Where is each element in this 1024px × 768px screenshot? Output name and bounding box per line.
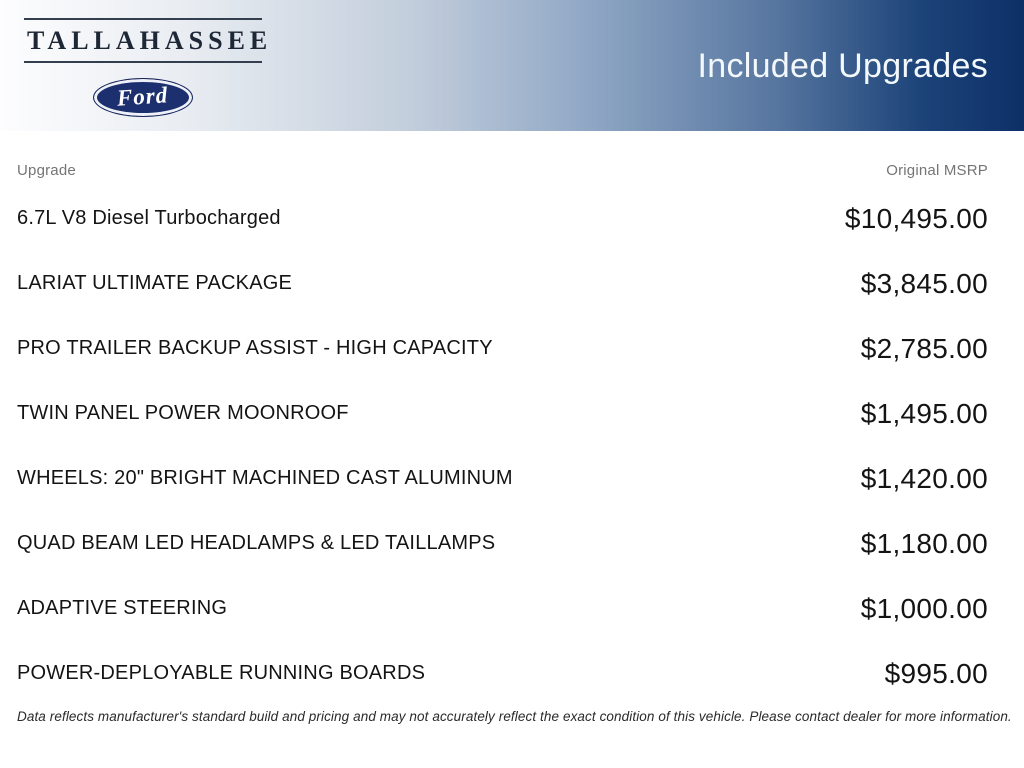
upgrade-price: $1,420.00 [860,462,988,494]
dealer-name: TALLAHASSEE [24,18,262,63]
table-row [17,316,988,381]
upgrade-name: QUAD BEAM LED HEADLAMPS & LED TAILLAMPS [17,532,496,554]
upgrade-name: TWIN PANEL POWER MOONROOF [17,402,349,424]
page-title: Included Upgrades [697,47,988,85]
table-row [17,381,988,446]
upgrades-list [17,186,988,706]
upgrade-price: $10,495.00 [844,202,988,234]
column-header-upgrade: Upgrade [17,162,76,179]
upgrade-price: $1,000.00 [860,592,988,624]
table-row [17,186,988,251]
upgrade-name: LARIAT ULTIMATE PACKAGE [17,272,293,294]
upgrades-table [0,162,1024,706]
table-row [17,446,988,511]
table-row [17,576,988,641]
ford-oval-icon [93,78,193,117]
upgrade-price: $3,845.00 [860,267,988,299]
disclaimer-text: Data reflects manufacturer's standard build and pricing and may not accurately reflect the exact condition of this vehicle. Please contact dealer for more information. [17,709,1012,724]
table-row [17,251,988,316]
upgrade-name: 6.7L V8 Diesel Turbocharged [17,207,281,229]
upgrade-name: WHEELS: 20" BRIGHT MACHINED CAST ALUMINUM [17,467,513,489]
table-row [17,511,988,576]
upgrade-name: ADAPTIVE STEERING [17,597,228,619]
upgrade-price: $1,180.00 [860,527,988,559]
page-header [0,0,1024,131]
upgrade-price: $1,495.00 [860,397,988,429]
ford-logo-text: Ford [116,81,170,111]
dealership-logo [24,18,273,117]
table-header-row [17,162,988,179]
upgrade-price: $995.00 [884,657,988,689]
column-header-original-msrp: Original MSRP [886,162,988,179]
upgrade-price: $2,785.00 [860,332,988,364]
upgrade-name: POWER-DEPLOYABLE RUNNING BOARDS [17,662,426,684]
table-row [17,641,988,706]
upgrade-name: PRO TRAILER BACKUP ASSIST - HIGH CAPACITY [17,337,493,359]
